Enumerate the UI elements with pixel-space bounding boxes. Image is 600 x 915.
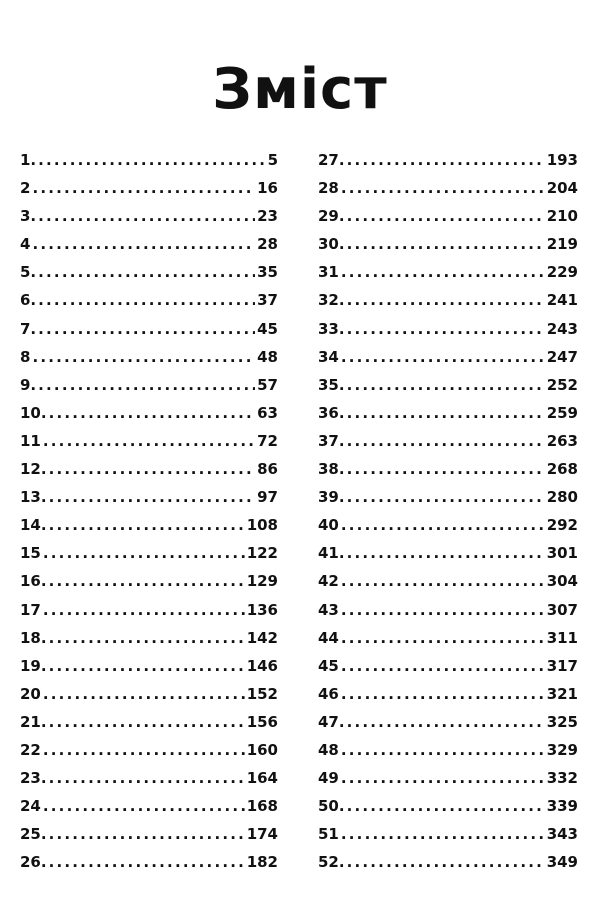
toc-entry (20, 202, 278, 230)
page-number: 174 (246, 825, 278, 844)
dot-leader (38, 146, 265, 174)
chapter-number: 17 (20, 600, 41, 619)
chapter-number: 29. (318, 207, 345, 226)
dot-leader (49, 511, 245, 539)
chapter-number: 9. (20, 375, 37, 394)
page-number: 332 (546, 769, 578, 788)
contents-column-left (20, 146, 278, 876)
toc-entry (20, 343, 278, 371)
page-number: 48 (257, 347, 278, 366)
toc-entry (318, 567, 578, 595)
toc-entry (20, 286, 278, 314)
toc-entry (318, 736, 578, 764)
page-number: 280 (546, 488, 578, 507)
page-number: 219 (546, 235, 578, 254)
chapter-number: 11 (20, 431, 41, 450)
page-number: 325 (546, 712, 578, 731)
page-number: 16 (257, 179, 278, 198)
chapter-number: 49 (318, 769, 339, 788)
toc-entry (20, 820, 278, 848)
page-number: 23 (257, 207, 278, 226)
chapter-number: 8 (20, 347, 31, 366)
page-number: 292 (546, 516, 578, 535)
page-number: 5 (267, 151, 278, 169)
toc-entry (318, 820, 578, 848)
toc-entry (318, 202, 578, 230)
page-number: 37 (257, 291, 278, 310)
dot-leader (341, 680, 545, 708)
dot-leader (32, 343, 255, 371)
chapter-number: 6. (20, 291, 37, 310)
toc-entry (318, 680, 578, 708)
dot-leader (347, 315, 545, 343)
toc-entry (318, 371, 578, 399)
page-number: 156 (246, 712, 278, 731)
chapter-number: 31 (318, 263, 339, 282)
toc-entry (20, 596, 278, 624)
page-number: 247 (546, 347, 578, 366)
toc-entry (20, 624, 278, 652)
page-number: 136 (246, 600, 278, 619)
chapter-number: 35. (318, 375, 345, 394)
page-number: 108 (246, 516, 278, 535)
toc-entry (20, 539, 278, 567)
dot-leader (49, 399, 256, 427)
page-number: 129 (246, 572, 278, 591)
dot-leader (341, 736, 545, 764)
toc-entry (20, 652, 278, 680)
toc-entry (20, 258, 278, 286)
dot-leader (49, 567, 245, 595)
chapter-number: 32. (318, 291, 345, 310)
dot-leader (49, 624, 245, 652)
dot-leader (49, 708, 245, 736)
page-number: 243 (546, 319, 578, 338)
page-number: 263 (546, 431, 578, 450)
chapter-number: 18. (20, 628, 47, 647)
dot-leader (347, 286, 545, 314)
page-number: 252 (546, 375, 578, 394)
dot-leader (38, 315, 255, 343)
chapter-number: 12. (20, 460, 47, 479)
dot-leader (38, 286, 255, 314)
page-number: 268 (546, 460, 578, 479)
toc-entry (20, 764, 278, 792)
toc-entry (318, 624, 578, 652)
toc-entry (20, 455, 278, 483)
page-number: 304 (546, 572, 578, 591)
toc-entry (20, 680, 278, 708)
dot-leader (347, 146, 545, 174)
page-number: 86 (257, 460, 278, 479)
page-number: 210 (546, 207, 578, 226)
dot-leader (43, 539, 245, 567)
chapter-number: 45 (318, 656, 339, 675)
chapter-number: 10. (20, 403, 47, 422)
dot-leader (49, 820, 245, 848)
chapter-number: 30. (318, 235, 345, 254)
dot-leader (341, 511, 545, 539)
page-number: 301 (546, 544, 578, 563)
toc-entry (318, 848, 578, 876)
dot-leader (347, 399, 545, 427)
page-number: 28 (257, 235, 278, 254)
dot-leader (43, 792, 245, 820)
chapter-number: 13. (20, 488, 47, 507)
chapter-number: 47. (318, 712, 345, 731)
chapter-number: 4 (20, 235, 31, 254)
page-number: 97 (257, 488, 278, 507)
chapter-number: 20 (20, 684, 41, 703)
toc-entry (318, 343, 578, 371)
dot-leader (341, 343, 545, 371)
toc-entry (318, 596, 578, 624)
dot-leader (347, 230, 545, 258)
toc-entry (318, 146, 578, 174)
dot-leader (43, 736, 245, 764)
chapter-number: 52. (318, 853, 345, 872)
chapter-number: 43 (318, 600, 339, 619)
page-number: 311 (546, 628, 578, 647)
chapter-number: 15 (20, 544, 41, 563)
toc-entry (20, 708, 278, 736)
page-number: 146 (246, 656, 278, 675)
dot-leader (347, 455, 545, 483)
dot-leader (43, 596, 245, 624)
dot-leader (347, 792, 545, 820)
toc-entry (20, 399, 278, 427)
dot-leader (341, 596, 545, 624)
chapter-number: 16. (20, 572, 47, 591)
page-number: 193 (546, 151, 578, 169)
chapter-number: 38. (318, 460, 345, 479)
toc-entry (20, 736, 278, 764)
chapter-number: 19. (20, 656, 47, 675)
chapter-number: 23. (20, 769, 47, 788)
toc-entry (318, 399, 578, 427)
dot-leader (341, 567, 545, 595)
toc-entry (318, 455, 578, 483)
page-number: 63 (257, 403, 278, 422)
chapter-number: 39. (318, 488, 345, 507)
page-number: 229 (546, 263, 578, 282)
dot-leader (341, 624, 545, 652)
page-number: 164 (246, 769, 278, 788)
contents-column-right (318, 146, 578, 876)
chapter-number: 5. (20, 263, 37, 282)
dot-leader (347, 539, 545, 567)
chapter-number: 27. (318, 151, 345, 169)
chapter-number: 50. (318, 797, 345, 816)
chapter-number: 26. (20, 853, 47, 872)
page-number: 182 (246, 853, 278, 872)
page-number: 259 (546, 403, 578, 422)
toc-entry (318, 174, 578, 202)
dot-leader (32, 230, 255, 258)
chapter-number: 46 (318, 684, 339, 703)
toc-entry (318, 708, 578, 736)
dot-leader (341, 174, 545, 202)
chapter-number: 28 (318, 179, 339, 198)
page-title: Зміст (212, 57, 388, 122)
chapter-number: 22 (20, 740, 41, 759)
dot-leader (32, 174, 255, 202)
chapter-number: 36. (318, 403, 345, 422)
page-number: 57 (257, 375, 278, 394)
toc-entry (318, 427, 578, 455)
toc-entry (318, 483, 578, 511)
page-number: 321 (546, 684, 578, 703)
page-number: 152 (246, 684, 278, 703)
page-number: 204 (546, 179, 578, 198)
page-number: 168 (246, 797, 278, 816)
chapter-number: 37. (318, 431, 345, 450)
dot-leader (347, 848, 545, 876)
toc-entry (318, 286, 578, 314)
toc-entry (318, 511, 578, 539)
page-number: 307 (546, 600, 578, 619)
dot-leader (43, 427, 255, 455)
chapter-number: 2 (20, 179, 31, 198)
dot-leader (43, 680, 245, 708)
page-number: 317 (546, 656, 578, 675)
chapter-number: 21. (20, 712, 47, 731)
chapter-number: 14. (20, 516, 47, 535)
dot-leader (49, 455, 256, 483)
chapter-number: 1. (20, 151, 37, 169)
toc-entry (20, 792, 278, 820)
page-number: 339 (546, 797, 578, 816)
page-number: 142 (246, 628, 278, 647)
dot-leader (341, 258, 545, 286)
page-number: 35 (257, 263, 278, 282)
dot-leader (347, 371, 545, 399)
chapter-number: 3. (20, 207, 37, 226)
page-number: 72 (257, 431, 278, 450)
dot-leader (347, 708, 545, 736)
page-number: 122 (246, 544, 278, 563)
toc-entry (20, 483, 278, 511)
dot-leader (347, 427, 545, 455)
dot-leader (341, 820, 545, 848)
toc-entry (20, 848, 278, 876)
chapter-number: 34 (318, 347, 339, 366)
dot-leader (341, 764, 545, 792)
dot-leader (49, 764, 245, 792)
toc-entry (20, 230, 278, 258)
chapter-number: 44 (318, 628, 339, 647)
dot-leader (49, 652, 245, 680)
page-number: 329 (546, 740, 578, 759)
dot-leader (38, 371, 255, 399)
dot-leader (49, 848, 245, 876)
page-number: 343 (546, 825, 578, 844)
toc-entry (318, 315, 578, 343)
toc-entry (20, 174, 278, 202)
page-number: 45 (257, 319, 278, 338)
chapter-number: 48 (318, 740, 339, 759)
dot-leader (341, 652, 545, 680)
dot-leader (38, 202, 255, 230)
chapter-number: 25. (20, 825, 47, 844)
dot-leader (347, 483, 545, 511)
toc-entry (20, 315, 278, 343)
chapter-number: 7. (20, 319, 37, 338)
dot-leader (347, 202, 545, 230)
chapter-number: 24 (20, 797, 41, 816)
toc-entry (318, 258, 578, 286)
toc-entry (20, 371, 278, 399)
toc-entry (20, 146, 278, 174)
page-number: 241 (546, 291, 578, 310)
toc-entry (20, 511, 278, 539)
chapter-number: 40 (318, 516, 339, 535)
chapter-number: 42 (318, 572, 339, 591)
toc-entry (20, 567, 278, 595)
toc-entry (318, 764, 578, 792)
toc-entry (20, 427, 278, 455)
chapter-number: 41. (318, 544, 345, 563)
chapter-number: 51 (318, 825, 339, 844)
dot-leader (38, 258, 255, 286)
dot-leader (49, 483, 256, 511)
toc-entry (318, 230, 578, 258)
page-number: 160 (246, 740, 278, 759)
toc-entry (318, 539, 578, 567)
toc-entry (318, 792, 578, 820)
toc-entry (318, 652, 578, 680)
page-number: 349 (546, 853, 578, 872)
chapter-number: 33. (318, 319, 345, 338)
